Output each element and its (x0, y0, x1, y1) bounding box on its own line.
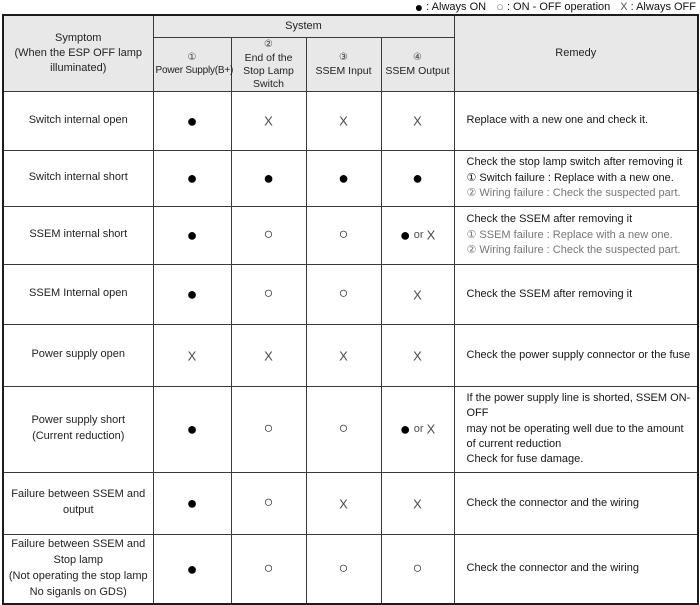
status-cell: ○ (306, 386, 381, 472)
status-cell: X (231, 324, 306, 386)
legend-always-off (620, 1, 696, 13)
symptom-cell: Power supply short (Current reduction) (3, 386, 153, 472)
status-cell: ● (381, 150, 454, 206)
symptom-cell: Failure between SSEM and Stop lamp (Not operating the stop lamp No siganls on GDS) (3, 534, 153, 603)
status-cell: ● (153, 91, 231, 150)
symptom-cell: Switch internal short (3, 150, 153, 206)
legend-label: : Always ON (426, 0, 487, 13)
status-cell: ● (153, 206, 231, 264)
status-cell: X (306, 472, 381, 534)
system-group-header: System (153, 15, 454, 37)
status-cell: X (381, 324, 454, 386)
status-cell: ○ (231, 386, 306, 472)
symbol-legend (415, 0, 696, 13)
status-cell: ● (153, 264, 231, 324)
filled-circle-icon: ● (414, 0, 424, 15)
symptom-cell: Failure between SSEM and output (3, 472, 153, 534)
symptom-cell: SSEM internal short (3, 206, 153, 264)
table-row (3, 386, 698, 472)
header-row-system (3, 15, 698, 37)
column-header-power-supply: ① Power Supply(B+) (153, 37, 231, 91)
diagnostic-table (2, 14, 699, 605)
status-cell: ● (231, 150, 306, 206)
table-row (3, 324, 698, 386)
status-cell: ● (153, 386, 231, 472)
status-cell: ● (153, 534, 231, 603)
table-row (3, 472, 698, 534)
table-row (3, 264, 698, 324)
table-row (3, 534, 698, 603)
legend-label: : Always OFF (630, 0, 696, 13)
symptom-cell: Power supply open (3, 324, 153, 386)
symptom-column-header: Symptom (When the ESP OFF lamp illuminated) (3, 15, 153, 91)
remedy-cell: Check the connector and the wiring (454, 472, 698, 534)
table-row (3, 150, 698, 206)
status-cell: ○ (231, 472, 306, 534)
status-cell: ● or X (381, 206, 454, 264)
remedy-cell: Check the stop lamp switch after removing it ① Switch failure : Replace with a new one. ② Wiring failure : Check the suspected part. (454, 150, 698, 206)
remedy-cell: If the power supply line is shorted, SSEM ON-OFF may not be operating well due to the amount of current reduction Check for fuse damage. (454, 386, 698, 472)
remedy-column-header: Remedy (454, 15, 698, 91)
open-circle-icon: ○ (496, 0, 504, 14)
status-cell: ○ (306, 534, 381, 603)
status-cell: ○ (306, 206, 381, 264)
legend-label: : ON - OFF operation (506, 0, 611, 13)
column-header-ssem-output: ④ SSEM Output (381, 37, 454, 91)
status-cell: ○ (306, 264, 381, 324)
column-header-stop-lamp-switch: ② End of the Stop Lamp Switch (231, 37, 306, 91)
table-row (3, 91, 698, 150)
status-cell: X (381, 472, 454, 534)
status-cell: ● (306, 150, 381, 206)
remedy-cell: Replace with a new one and check it. (454, 91, 698, 150)
status-cell: ● (153, 472, 231, 534)
table-row (3, 206, 698, 264)
status-cell: X (381, 264, 454, 324)
status-cell: ● or X (381, 386, 454, 472)
remedy-cell: Check the SSEM after removing it (454, 264, 698, 324)
remedy-cell: Check the power supply connector or the fuse (454, 324, 698, 386)
status-cell: X (153, 324, 231, 386)
status-cell: ○ (231, 534, 306, 603)
status-cell: X (381, 91, 454, 150)
status-cell: ○ (231, 206, 306, 264)
remedy-cell: Check the SSEM after removing it ① SSEM failure : Replace with a new one. ② Wiring failure : Check the suspected part. (454, 206, 698, 264)
column-header-ssem-input: ③ SSEM Input (306, 37, 381, 91)
symptom-cell: Switch internal open (3, 91, 153, 150)
x-mark-icon: X (620, 0, 628, 13)
symptom-cell: SSEM Internal open (3, 264, 153, 324)
status-cell: ○ (381, 534, 454, 603)
status-cell: ○ (231, 264, 306, 324)
legend-on-off (496, 0, 610, 13)
status-cell: ● (153, 150, 231, 206)
remedy-cell: Check the connector and the wiring (454, 534, 698, 603)
status-cell: X (306, 324, 381, 386)
status-cell: X (306, 91, 381, 150)
status-cell: X (231, 91, 306, 150)
legend-always-on (415, 0, 486, 14)
